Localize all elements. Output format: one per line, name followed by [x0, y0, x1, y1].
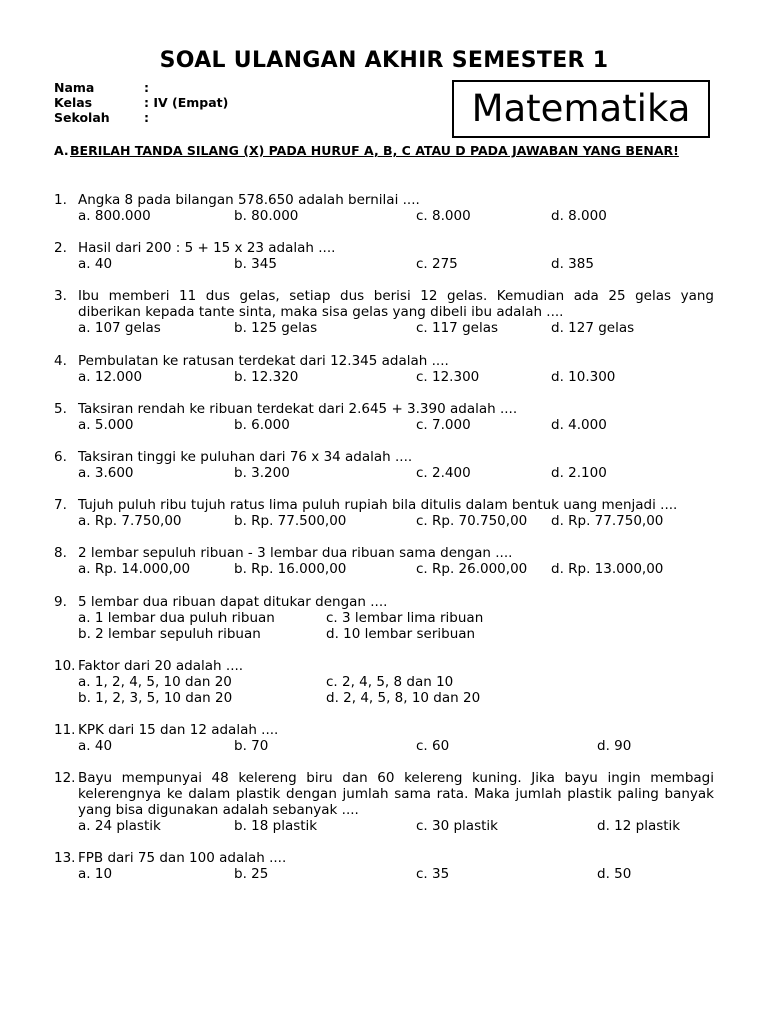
- option-d[interactable]: d. 127 gelas: [551, 320, 635, 336]
- question-2: [54, 240, 714, 272]
- option-c[interactable]: c. 117 gelas: [416, 320, 498, 336]
- option-a[interactable]: a. 24 plastik: [78, 818, 161, 834]
- question-stem: Taksiran rendah ke ribuan terdekat dari 2.645 + 3.390 adalah ....: [78, 401, 518, 417]
- question-number: 4.: [54, 353, 67, 369]
- question-1: [54, 192, 714, 224]
- subject-box: Matematika: [452, 80, 710, 138]
- question-number: 8.: [54, 545, 67, 561]
- option-d[interactable]: d. 90: [597, 738, 632, 754]
- option-c[interactable]: c. Rp. 70.750,00: [416, 513, 528, 529]
- option-b[interactable]: b. Rp. 16.000,00: [234, 561, 347, 577]
- option-d[interactable]: d. 12 plastik: [597, 818, 681, 834]
- option-b[interactable]: b. Rp. 77.500,00: [234, 513, 347, 529]
- question-number: 7.: [54, 497, 67, 513]
- section-letter: A.: [54, 143, 69, 158]
- option-c[interactable]: c. 30 plastik: [416, 818, 498, 834]
- option-d[interactable]: d. 50: [597, 866, 632, 882]
- option-b[interactable]: b. 6.000: [234, 417, 290, 433]
- question-stem-continued: kelerengnya ke dalam plastik dengan jumlah sama rata. Maka jumlah plastik paling banyak: [78, 786, 714, 802]
- option-c[interactable]: c. 275: [416, 256, 458, 272]
- section-a-instruction: [54, 143, 714, 159]
- question-number: 2.: [54, 240, 67, 256]
- question-stem: Ibu memberi 11 dus gelas, setiap dus berisi 12 gelas. Kemudian ada 25 gelas yang: [78, 288, 714, 304]
- question-number: 9.: [54, 594, 67, 610]
- option-c[interactable]: c. 60: [416, 738, 450, 754]
- field-kelas: [54, 95, 228, 110]
- question-stem: Bayu mempunyai 48 kelereng biru dan 60 kelereng kuning. Jika bayu ingin membagi: [78, 770, 714, 786]
- section-instruction-text: BERILAH TANDA SILANG (X) PADA HURUF A, B, C ATAU D PADA JAWABAN YANG BENAR!: [70, 143, 679, 158]
- question-number: 12.: [54, 770, 76, 786]
- question-stem: Pembulatan ke ratusan terdekat dari 12.345 adalah ....: [78, 353, 449, 369]
- question-number: 5.: [54, 401, 67, 417]
- option-b[interactable]: b. 12.320: [234, 369, 299, 385]
- question-stem: FPB dari 75 dan 100 adalah ....: [78, 850, 287, 866]
- option-b[interactable]: b. 25: [234, 866, 269, 882]
- question-stem-continued: yang bisa digunakan adalah sebanyak ....: [78, 802, 359, 818]
- question-10: [54, 658, 714, 706]
- question-6: [54, 449, 714, 481]
- field-value: :: [144, 80, 149, 95]
- page-title: SOAL ULANGAN AKHIR SEMESTER 1: [159, 48, 609, 73]
- option-a[interactable]: a. 5.000: [78, 417, 134, 433]
- option-c[interactable]: c. Rp. 26.000,00: [416, 561, 528, 577]
- option-a[interactable]: a. 800.000: [78, 208, 151, 224]
- option-a[interactable]: a. 40: [78, 256, 113, 272]
- option-d[interactable]: d. 4.000: [551, 417, 607, 433]
- question-5: [54, 401, 714, 433]
- option-a[interactable]: a. 3.600: [78, 465, 134, 481]
- student-identity: [54, 80, 228, 125]
- field-label: Nama: [54, 80, 95, 95]
- option-c[interactable]: c. 35: [416, 866, 450, 882]
- question-stem: Faktor dari 20 adalah ....: [78, 658, 244, 674]
- option-d[interactable]: d. Rp. 13.000,00: [551, 561, 664, 577]
- question-12: [54, 770, 714, 834]
- question-13: [54, 850, 714, 882]
- option-c[interactable]: c. 12.300: [416, 369, 480, 385]
- option-d[interactable]: d. 2.100: [551, 465, 607, 481]
- question-stem: Angka 8 pada bilangan 578.650 adalah bernilai ....: [78, 192, 420, 208]
- option-c[interactable]: c. 2, 4, 5, 8 dan 10: [326, 674, 454, 690]
- question-4: [54, 353, 714, 385]
- field-value: : IV (Empat): [144, 95, 229, 110]
- option-d[interactable]: d. 385: [551, 256, 594, 272]
- question-number: 6.: [54, 449, 67, 465]
- question-3: [54, 288, 714, 336]
- question-8: [54, 545, 714, 577]
- field-nama: [54, 80, 228, 95]
- field-sekolah: [54, 110, 228, 125]
- question-stem: 5 lembar dua ribuan dapat ditukar dengan ....: [78, 594, 388, 610]
- option-a[interactable]: a. 107 gelas: [78, 320, 161, 336]
- question-stem: Taksiran tinggi ke puluhan dari 76 x 34 adalah ....: [78, 449, 413, 465]
- question-number: 1.: [54, 192, 67, 208]
- option-b[interactable]: b. 80.000: [234, 208, 299, 224]
- field-label: Kelas: [54, 95, 93, 110]
- option-b[interactable]: b. 70: [234, 738, 269, 754]
- option-d[interactable]: d. 10.300: [551, 369, 616, 385]
- option-b[interactable]: b. 1, 2, 3, 5, 10 dan 20: [78, 690, 233, 706]
- option-a[interactable]: a. 40: [78, 738, 113, 754]
- option-a[interactable]: a. 1, 2, 4, 5, 10 dan 20: [78, 674, 232, 690]
- field-value: :: [144, 110, 149, 125]
- question-number: 13.: [54, 850, 76, 866]
- field-label: Sekolah: [54, 110, 110, 125]
- option-d[interactable]: d. Rp. 77.750,00: [551, 513, 664, 529]
- question-stem: Hasil dari 200 : 5 + 15 x 23 adalah ....: [78, 240, 336, 256]
- question-number: 11.: [54, 722, 76, 738]
- question-number: 10.: [54, 658, 76, 674]
- option-b[interactable]: b. 18 plastik: [234, 818, 318, 834]
- option-b[interactable]: b. 2 lembar sepuluh ribuan: [78, 626, 261, 642]
- option-b[interactable]: b. 125 gelas: [234, 320, 318, 336]
- question-9: [54, 594, 714, 642]
- option-d[interactable]: d. 10 lembar seribuan: [326, 626, 476, 642]
- question-11: [54, 722, 714, 754]
- question-7: [54, 497, 714, 529]
- option-c[interactable]: c. 7.000: [416, 417, 471, 433]
- question-stem-continued: diberikan kepada tante sinta, maka sisa gelas yang dibeli ibu adalah ....: [78, 304, 564, 320]
- option-d[interactable]: d. 2, 4, 5, 8, 10 dan 20: [326, 690, 481, 706]
- question-stem: Tujuh puluh ribu tujuh ratus lima puluh rupiah bila ditulis dalam bentuk uang menjadi ....: [78, 497, 678, 513]
- option-b[interactable]: b. 3.200: [234, 465, 290, 481]
- question-stem: 2 lembar sepuluh ribuan - 3 lembar dua ribuan sama dengan ....: [78, 545, 513, 561]
- option-c[interactable]: c. 2.400: [416, 465, 471, 481]
- option-c[interactable]: c. 8.000: [416, 208, 471, 224]
- question-number: 3.: [54, 288, 67, 304]
- option-a[interactable]: a. Rp. 14.000,00: [78, 561, 191, 577]
- question-stem: KPK dari 15 dan 12 adalah ....: [78, 722, 279, 738]
- option-a[interactable]: a. Rp. 7.750,00: [78, 513, 182, 529]
- option-c[interactable]: c. 3 lembar lima ribuan: [326, 610, 484, 626]
- option-a[interactable]: a. 1 lembar dua puluh ribuan: [78, 610, 275, 626]
- option-b[interactable]: b. 345: [234, 256, 277, 272]
- option-a[interactable]: a. 10: [78, 866, 113, 882]
- option-a[interactable]: a. 12.000: [78, 369, 143, 385]
- option-d[interactable]: d. 8.000: [551, 208, 607, 224]
